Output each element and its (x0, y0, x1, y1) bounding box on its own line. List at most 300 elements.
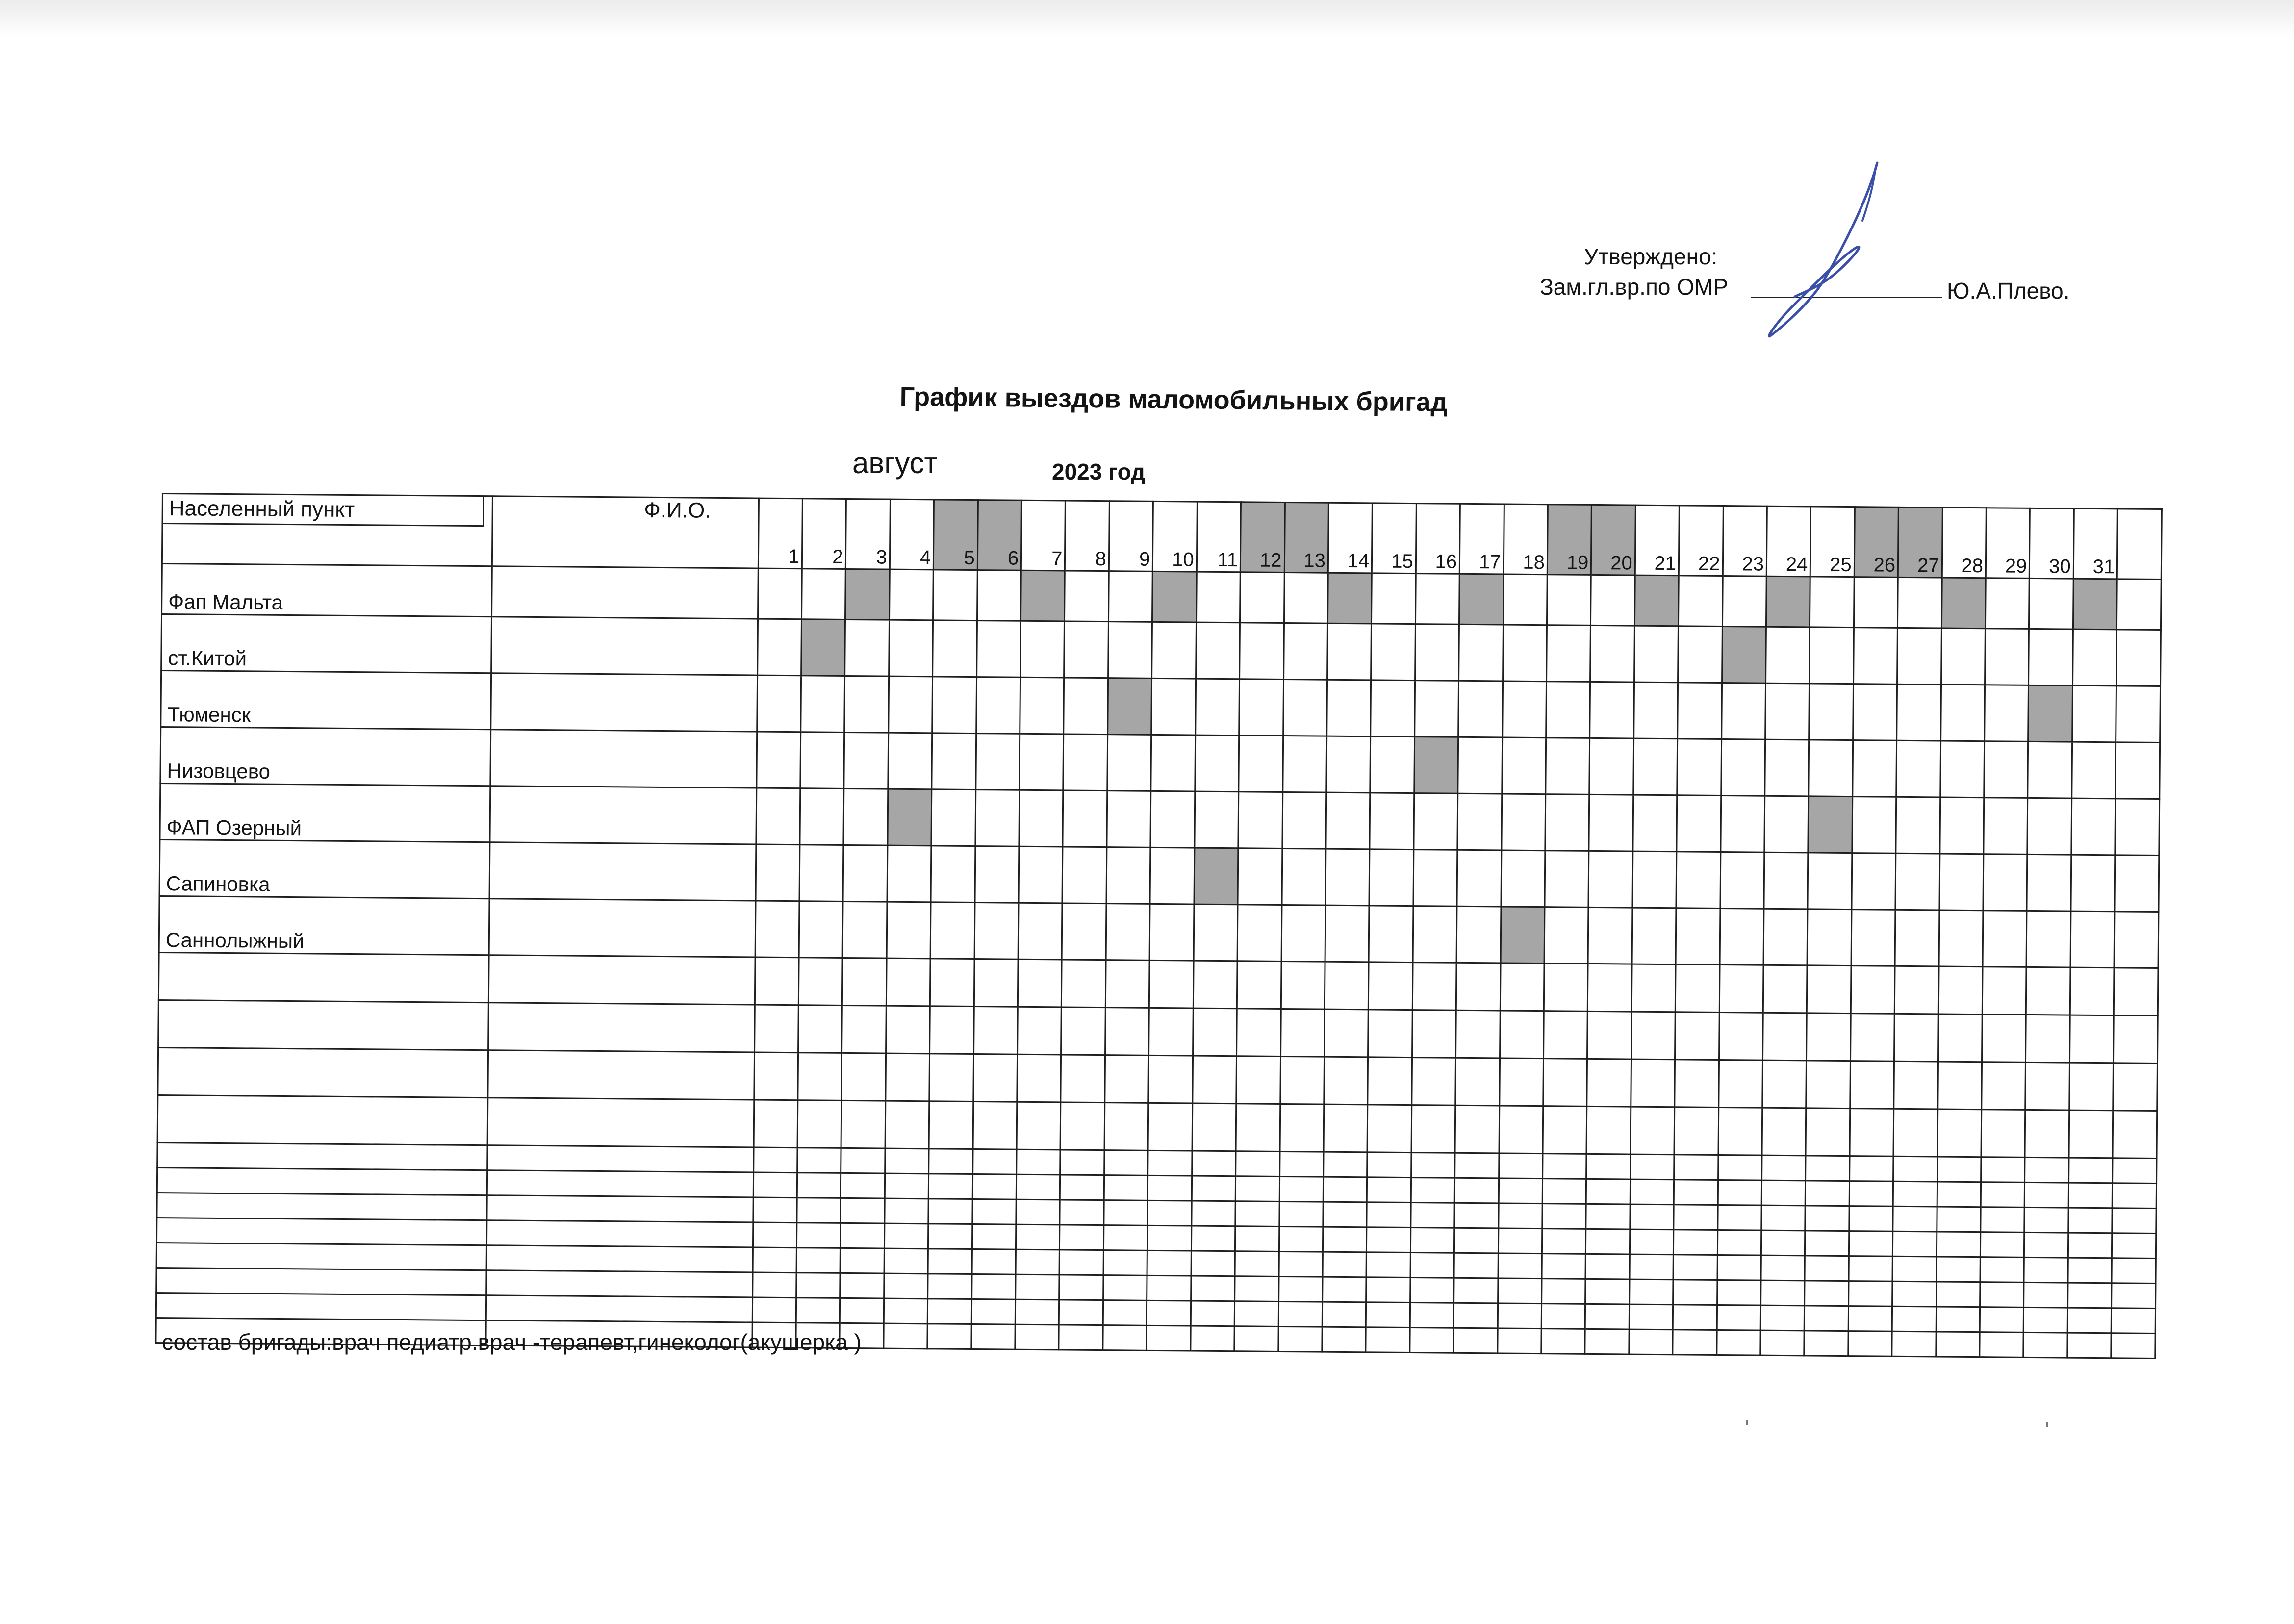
day-cell (1808, 853, 1852, 910)
empty-cell (2068, 1183, 2113, 1208)
empty-cell (1278, 1301, 1323, 1327)
day-cell (2072, 742, 2116, 799)
empty-cell (1018, 959, 1062, 1007)
day-cell (976, 621, 1020, 678)
day-cell (1239, 679, 1283, 736)
day-cell (1195, 735, 1239, 792)
day-cell (756, 788, 800, 845)
day-cell (1939, 910, 1983, 967)
empty-cell (886, 958, 930, 1006)
day-cell (1676, 852, 1720, 909)
empty-cell (1586, 1204, 1630, 1229)
empty-cell (1016, 1199, 1060, 1225)
empty-cell (973, 1054, 1017, 1102)
empty-cell (1148, 1103, 1192, 1151)
empty-cell (1585, 1329, 1629, 1354)
empty-cell (2025, 1062, 2069, 1110)
empty-cell (2067, 1283, 2112, 1308)
day-header-extra (2117, 509, 2162, 580)
day-cell (843, 845, 887, 902)
empty-cell (1543, 1154, 1587, 1179)
day-cell (1415, 574, 1459, 625)
empty-cell (841, 1053, 886, 1101)
empty-cell (928, 1299, 972, 1324)
day-header: 18 (1504, 504, 1548, 575)
empty-cell (1629, 1279, 1673, 1305)
day-cell (1544, 907, 1588, 964)
empty-cell (2024, 1207, 2068, 1233)
day-cell (755, 901, 799, 958)
empty-cell (1148, 1055, 1193, 1103)
empty-cell (2068, 1233, 2112, 1258)
empty-cell (841, 1223, 885, 1248)
day-cell (1327, 680, 1371, 736)
empty-cell (1367, 1105, 1411, 1153)
day-cell (1020, 734, 1064, 790)
empty-cell (2067, 1333, 2112, 1358)
day-cell (1458, 681, 1503, 737)
visit-day-cell (2073, 579, 2117, 630)
settlement-name: Саннолыжный (159, 896, 489, 955)
empty-cell (2023, 1332, 2067, 1358)
day-cell (887, 902, 931, 959)
empty-cell (1192, 1103, 1236, 1151)
empty-cell (2024, 1307, 2068, 1333)
empty-cell (1367, 1177, 1411, 1203)
day-cell (1720, 852, 1764, 909)
empty-cell (1498, 1253, 1542, 1279)
day-cell (1457, 793, 1502, 850)
empty-cell (972, 1249, 1016, 1275)
empty-cell (1061, 1102, 1105, 1150)
fio-cell (489, 842, 756, 901)
day-header: 9 (1109, 501, 1153, 572)
day-cell (1503, 625, 1547, 682)
empty-cell (1147, 1275, 1191, 1301)
empty-cell (1674, 1107, 1718, 1155)
empty-cell (1147, 1225, 1192, 1251)
header-fio-label: Ф.И.О. (492, 496, 759, 568)
day-cell (1810, 577, 1854, 628)
empty-cell (2067, 1308, 2112, 1333)
empty-cell (1061, 1055, 1105, 1103)
empty-cell (1191, 1326, 1235, 1351)
day-cell (756, 844, 800, 901)
day-cell (1457, 850, 1501, 907)
empty-cell (157, 1142, 488, 1170)
empty-cell (1103, 1225, 1147, 1251)
empty-cell (1937, 1232, 1981, 1257)
day-header: 10 (1153, 501, 1198, 572)
empty-cell (1761, 1255, 1805, 1281)
day-header: 12 (1240, 502, 1285, 573)
empty-cell (1893, 1206, 1937, 1232)
empty-cell (1235, 1251, 1279, 1277)
empty-cell (752, 1297, 796, 1323)
day-cell (1984, 798, 2028, 855)
day-cell (1896, 797, 1940, 854)
empty-cell (884, 1223, 928, 1249)
day-cell (1415, 624, 1459, 681)
schedule-month: август (852, 447, 938, 480)
empty-cell (1018, 1007, 1062, 1055)
empty-cell (1323, 1202, 1367, 1227)
day-header: 6 (977, 500, 1022, 571)
day-cell (1633, 738, 1678, 795)
empty-cell (2112, 1183, 2156, 1209)
day-cell (1897, 628, 1941, 685)
day-cell (844, 732, 888, 789)
empty-cell (1454, 1278, 1498, 1303)
empty-cell (1543, 1059, 1587, 1107)
empty-cell (1366, 1302, 1410, 1328)
empty-cell (1850, 1014, 1894, 1062)
day-header: 20 (1591, 505, 1636, 575)
day-cell (1196, 572, 1240, 623)
empty-cell (1673, 1305, 1717, 1330)
day-cell (1372, 573, 1416, 624)
day-cell (1632, 908, 1676, 964)
empty-cell (1410, 1328, 1454, 1353)
empty-cell (1323, 1277, 1367, 1302)
empty-cell (2112, 1208, 2156, 1234)
approver-position: Зам.гл.вр.по ОМР (1540, 274, 1729, 300)
day-header: 5 (934, 500, 978, 570)
day-cell (1413, 850, 1457, 907)
day-cell (1238, 792, 1282, 849)
day-cell (1281, 905, 1325, 962)
empty-cell (488, 1003, 755, 1052)
day-cell (889, 569, 933, 620)
empty-cell (798, 958, 842, 1006)
day-cell (800, 732, 844, 789)
empty-cell (1541, 1329, 1585, 1354)
day-cell (1764, 796, 1809, 853)
day-cell (1196, 622, 1240, 679)
brigade-composition-note: состав бригады:врач педиатр.врач -терапевт,гинеколог(акушерка ) (162, 1329, 862, 1355)
empty-cell (1104, 1103, 1148, 1151)
day-cell (1852, 853, 1896, 910)
empty-cell (1894, 1061, 1938, 1109)
day-header: 1 (758, 498, 803, 569)
day-cell (976, 677, 1020, 734)
empty-cell (1016, 1174, 1060, 1200)
empty-cell (2026, 1015, 2070, 1063)
visit-day-cell (1108, 678, 1152, 735)
empty-cell (1193, 1008, 1237, 1056)
day-cell (1984, 741, 2028, 798)
empty-cell (1674, 1180, 1718, 1205)
empty-cell (1103, 1300, 1147, 1326)
empty-cell (1015, 1299, 1059, 1325)
day-cell (1283, 679, 1327, 736)
day-cell (1854, 577, 1898, 628)
empty-cell (1324, 1057, 1368, 1105)
empty-cell (1937, 1207, 1981, 1232)
empty-cell (1191, 1276, 1235, 1301)
empty-cell (1016, 1224, 1060, 1250)
empty-cell (1893, 1156, 1937, 1182)
day-cell (1064, 621, 1108, 678)
day-cell (1722, 576, 1766, 627)
empty-cell (1761, 1230, 1805, 1256)
day-cell (889, 620, 933, 677)
visit-day-cell (1327, 573, 1372, 624)
empty-cell (1806, 1061, 1850, 1109)
empty-cell (1586, 1179, 1631, 1204)
empty-cell (1367, 1202, 1411, 1228)
empty-cell (1016, 1274, 1060, 1300)
empty-cell (1851, 966, 1895, 1014)
empty-cell (1322, 1302, 1366, 1327)
day-cell (1414, 793, 1458, 850)
day-cell (1282, 792, 1326, 849)
day-cell (1150, 847, 1194, 904)
day-cell (2071, 855, 2115, 912)
header-place-cell (162, 494, 492, 566)
empty-cell (1499, 1153, 1543, 1179)
empty-cell (1542, 1254, 1586, 1279)
empty-cell (1104, 1150, 1148, 1176)
empty-cell (840, 1298, 884, 1323)
empty-cell (1585, 1254, 1630, 1279)
empty-cell (1499, 1178, 1543, 1204)
day-cell (1149, 904, 1194, 961)
empty-cell (2024, 1232, 2068, 1258)
day-header: 16 (1416, 504, 1460, 574)
day-cell (1239, 736, 1283, 792)
empty-cell (1059, 1325, 1103, 1350)
day-header: 28 (1942, 508, 1987, 578)
empty-cell (972, 1149, 1017, 1175)
day-header: 19 (1547, 505, 1592, 575)
scan-speck (1746, 1420, 1748, 1425)
empty-cell (885, 1148, 929, 1174)
day-cell (1151, 735, 1195, 791)
empty-cell (1059, 1300, 1103, 1325)
empty-cell (971, 1274, 1016, 1300)
day-header: 27 (1898, 507, 1942, 578)
day-cell (1062, 847, 1106, 904)
day-cell (1326, 736, 1371, 793)
day-cell (1150, 791, 1195, 848)
empty-cell (488, 1050, 754, 1100)
settlement-name: Фап Мальта (162, 564, 492, 617)
empty-cell (1454, 1253, 1498, 1278)
day-cell (1676, 908, 1720, 965)
empty-cell (1280, 1056, 1324, 1104)
empty-cell (1500, 1011, 1544, 1059)
empty-cell (1368, 1057, 1412, 1105)
empty-cell (2068, 1158, 2113, 1183)
empty-cell (754, 1005, 798, 1053)
schedule-table-wrapper (155, 493, 2163, 1359)
scan-speck (2046, 1422, 2048, 1427)
empty-cell (798, 1005, 842, 1053)
day-cell (2028, 741, 2072, 798)
empty-cell (797, 1198, 841, 1223)
empty-cell (487, 1145, 754, 1172)
empty-cell (1410, 1278, 1454, 1303)
empty-cell (487, 1098, 754, 1147)
day-cell (1591, 575, 1635, 626)
day-cell (1062, 903, 1106, 960)
day-cell (843, 788, 888, 845)
visit-day-cell (845, 569, 890, 620)
day-header: 23 (1723, 506, 1767, 577)
empty-cell (1235, 1176, 1279, 1202)
empty-cell (1630, 1254, 1674, 1280)
day-cell (1807, 909, 1851, 966)
day-cell (1939, 854, 1984, 911)
empty-cell (1587, 1011, 1631, 1059)
empty-cell (1279, 1226, 1323, 1252)
empty-cell (1938, 1014, 1982, 1062)
empty-cell (1411, 1178, 1455, 1203)
empty-cell (1717, 1305, 1761, 1330)
empty-cell (2069, 1063, 2114, 1111)
empty-cell (1453, 1303, 1498, 1328)
empty-cell (2025, 1157, 2069, 1183)
empty-cell (1279, 1151, 1324, 1177)
empty-cell (1453, 1328, 1498, 1353)
day-cell (1106, 904, 1150, 961)
empty-cell (1103, 1275, 1147, 1301)
settlement-name: Сапиновка (159, 839, 490, 898)
day-cell (1983, 911, 2027, 967)
day-cell (1325, 849, 1370, 906)
empty-cell (1544, 964, 1588, 1012)
empty-cell (797, 1173, 841, 1198)
day-cell (1106, 847, 1150, 904)
day-cell (1370, 736, 1414, 793)
day-cell (1852, 797, 1896, 854)
empty-cell (1062, 960, 1106, 1008)
empty-cell (842, 958, 887, 1006)
day-cell (1588, 907, 1632, 964)
visit-day-cell (801, 619, 845, 676)
empty-cell (1015, 1324, 1059, 1350)
empty-cell (1673, 1330, 1717, 1355)
empty-cell (1848, 1281, 1892, 1307)
empty-cell (1762, 1108, 1806, 1156)
empty-cell (840, 1248, 884, 1273)
day-cell (758, 568, 802, 619)
day-cell (1763, 909, 1808, 965)
day-cell (1325, 905, 1369, 962)
empty-cell (1762, 1060, 1807, 1108)
empty-cell (1937, 1109, 1982, 1157)
empty-cell (1060, 1150, 1104, 1175)
empty-cell (929, 1149, 973, 1174)
empty-cell (1236, 1056, 1280, 1104)
empty-cell (2114, 968, 2158, 1016)
day-cell-extra (2115, 855, 2159, 912)
day-cell (801, 676, 845, 733)
empty-cell (1719, 1012, 1763, 1060)
empty-cell (885, 1173, 929, 1199)
empty-cell (929, 1054, 973, 1102)
empty-cell (929, 1101, 973, 1149)
empty-cell (1412, 1010, 1456, 1058)
day-cell (1678, 683, 1722, 739)
day-cell (1985, 685, 2029, 742)
empty-cell (1148, 1175, 1192, 1201)
day-cell (1940, 685, 1985, 741)
empty-cell (1805, 1281, 1849, 1306)
empty-cell (1674, 1155, 1718, 1180)
empty-cell (1849, 1156, 1893, 1182)
empty-cell (157, 1095, 488, 1145)
empty-cell (884, 1323, 928, 1349)
day-cell (1766, 627, 1810, 684)
day-cell (2071, 798, 2116, 855)
empty-cell (156, 1293, 486, 1320)
empty-cell (2024, 1282, 2068, 1308)
empty-cell (971, 1324, 1016, 1350)
empty-cell (1192, 1056, 1236, 1104)
day-cell (1194, 904, 1238, 961)
day-cell (1063, 790, 1107, 847)
day-cell (1326, 792, 1370, 849)
empty-cell (1630, 1154, 1674, 1180)
day-header: 26 (1854, 507, 1899, 578)
empty-cell (1104, 1200, 1148, 1226)
empty-cell (1980, 1332, 2024, 1358)
empty-cell (1542, 1279, 1586, 1304)
empty-cell (1892, 1331, 1936, 1357)
fio-cell (492, 566, 758, 619)
day-cell (1371, 680, 1415, 737)
day-cell (1985, 629, 2029, 685)
day-cell (1809, 740, 1853, 797)
day-cell (1897, 684, 1941, 741)
empty-cell (1805, 1306, 1849, 1331)
empty-cell (2069, 1110, 2113, 1158)
empty-cell (1716, 1330, 1760, 1355)
day-header: 14 (1328, 503, 1373, 573)
empty-cell (1456, 963, 1500, 1011)
empty-cell (1279, 1176, 1324, 1202)
day-cell (1108, 571, 1152, 622)
empty-cell (1059, 1275, 1103, 1300)
empty-cell (1585, 1304, 1630, 1329)
day-cell (932, 677, 976, 734)
empty-cell (972, 1224, 1016, 1250)
empty-cell (1454, 1203, 1499, 1228)
empty-cell (1280, 1104, 1324, 1152)
fio-cell (491, 617, 758, 675)
empty-cell (1498, 1228, 1542, 1254)
empty-cell (1060, 1200, 1104, 1225)
empty-cell (156, 1268, 487, 1295)
empty-cell (1192, 1201, 1236, 1226)
day-cell (1589, 794, 1633, 851)
empty-cell (1629, 1304, 1673, 1330)
empty-cell (1235, 1201, 1279, 1227)
empty-cell (797, 1100, 841, 1148)
empty-cell (1278, 1276, 1323, 1302)
day-cell (1370, 793, 1414, 850)
empty-cell (1411, 1105, 1455, 1153)
empty-cell (2112, 1233, 2156, 1259)
empty-cell (1717, 1230, 1761, 1255)
empty-cell (753, 1247, 797, 1273)
empty-cell (1234, 1301, 1278, 1327)
day-cell (1327, 623, 1372, 680)
empty-cell (2112, 1283, 2156, 1309)
settlement-name: Низовцево (160, 727, 491, 786)
